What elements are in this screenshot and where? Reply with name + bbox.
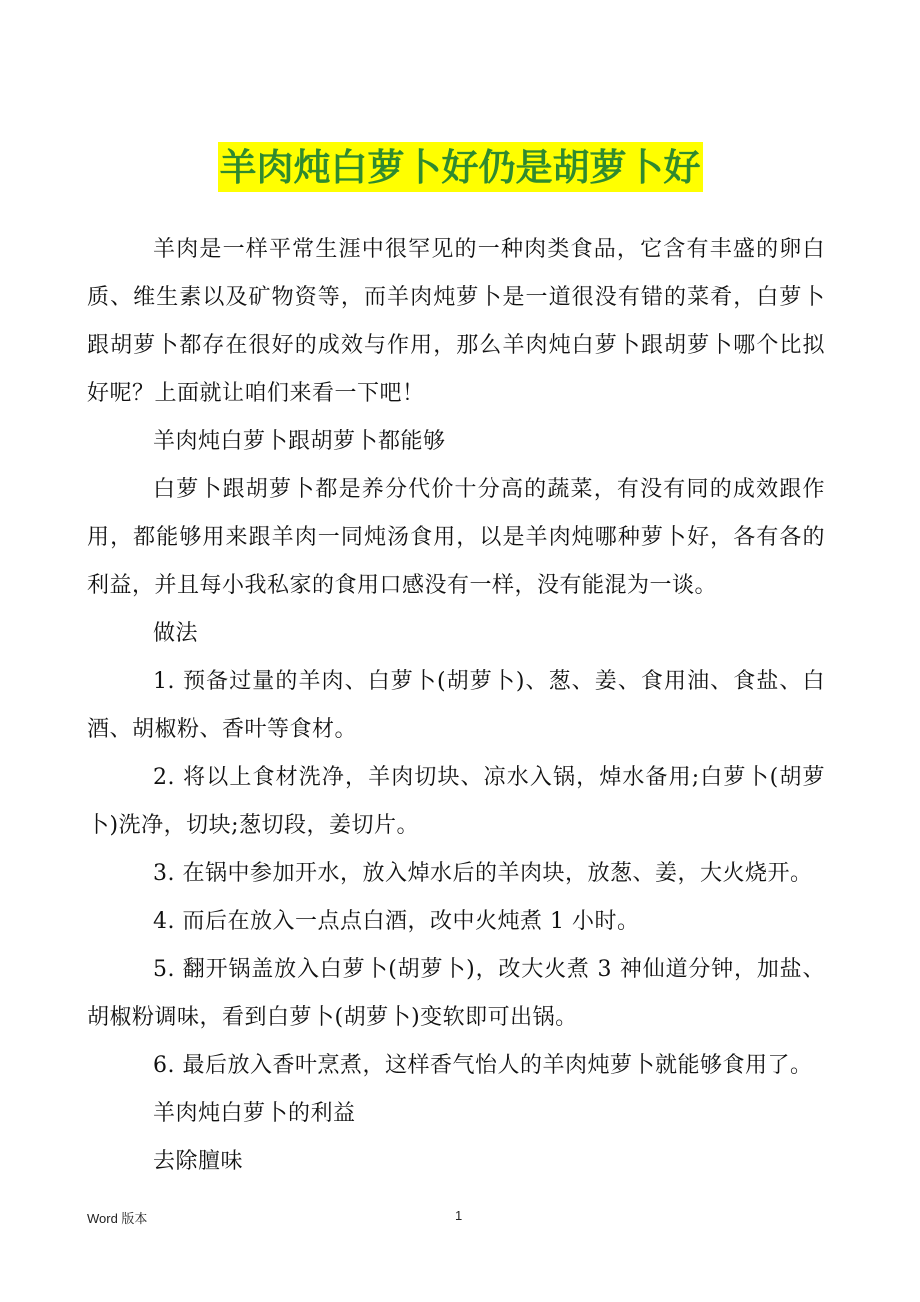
footer-word-version: Word 版本 — [87, 1211, 148, 1226]
paragraph-remove-odor: 去除膻味 — [153, 1149, 244, 1174]
paragraph-step-1: 1. 预备过量的羊肉、白萝卜(胡萝卜)、葱、姜、食用油、食盐、白酒、胡椒粉、香叶等食材。 — [87, 669, 825, 742]
paragraph-step-6: 6. 最后放入香叶烹煮，这样香气怡人的羊肉炖萝卜就能够食用了。 — [153, 1053, 813, 1078]
paragraph-intro: 羊肉是一样平常生涯中很罕见的一种肉类食品，它含有丰盛的卵白质、维生素以及矿物资等，而羊肉炖萝卜是一道很没有错的菜肴，白萝卜跟胡萝卜都存在很好的成效与作用，那么羊肉炖白萝卜跟胡萝卜哪个比拟好呢？上面就让咱们来看一下吧！ — [87, 237, 825, 406]
paragraph-step-2: 2. 将以上食材洗净，羊肉切块、凉水入锅，焯水备用;白萝卜(胡萝卜)洗净，切块;葱切段，姜切片。 — [87, 765, 825, 838]
paragraph-heading-method: 做法 — [153, 621, 199, 646]
paragraph-heading-benefits: 羊肉炖白萝卜的利益 — [153, 1101, 356, 1126]
paragraph-step-3: 3. 在锅中参加开水，放入焯水后的羊肉块，放葱、姜，大火烧开。 — [153, 861, 813, 886]
footer-page-number: 1 — [455, 1208, 463, 1223]
paragraph-heading-both-ok: 羊肉炖白萝卜跟胡萝卜都能够 — [153, 429, 446, 454]
paragraph-nutrition: 白萝卜跟胡萝卜都是养分代价十分高的蔬菜，有没有同的成效跟作用，都能够用来跟羊肉一同炖汤食用，以是羊肉炖哪种萝卜好，各有各的利益，并且每小我私家的食用口感没有一样，没有能混为一谈。 — [87, 477, 825, 598]
paragraph-step-5: 5. 翻开锅盖放入白萝卜(胡萝卜)，改大火煮 3 神仙道分钟，加盐、胡椒粉调味，看到白萝卜(胡萝卜)变软即可出锅。 — [87, 957, 825, 1030]
paragraph-step-4: 4. 而后在放入一点点白酒，改中火炖煮 1 小时。 — [153, 909, 640, 934]
document-title: 羊肉炖白萝卜好仍是胡萝卜好 — [218, 142, 703, 192]
title-container — [0, 142, 920, 192]
document-body — [87, 226, 825, 1186]
